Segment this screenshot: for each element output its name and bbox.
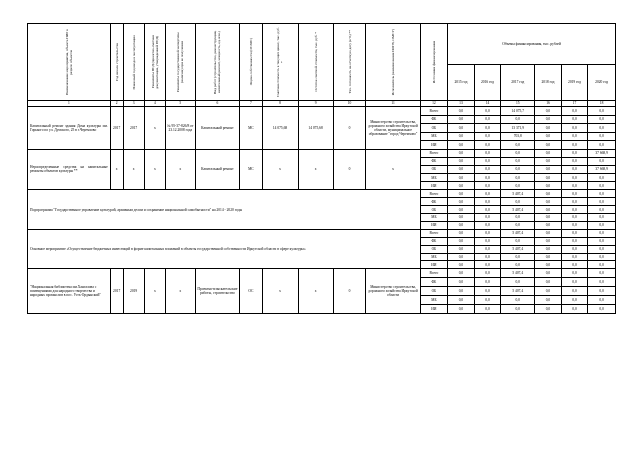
source-label: ОБ	[420, 245, 448, 253]
amount-cell: 37 668,9	[588, 149, 616, 157]
table-row	[28, 107, 616, 116]
source-label: ФБ	[420, 237, 448, 245]
col-number: 12	[420, 101, 448, 107]
object-group-unallocated	[28, 149, 616, 190]
executor-value: Министерство строительства, дорожного хозяйства Иркутской области, муниципальное образование "город Черемхово"	[366, 107, 420, 150]
amount-cell: 0,0	[448, 305, 475, 314]
remaining-cost-value: 14 075,68	[298, 107, 333, 150]
col-number: 10	[333, 101, 366, 107]
amount-cell: 0,0	[535, 237, 562, 245]
amount-cell: 0,0	[588, 229, 616, 237]
amount-cell: 0,0	[501, 149, 535, 157]
col-number: 15	[501, 101, 535, 107]
header-psd: Реквизиты ПСД (проектно-сметная документация, утвержденной ПСД)	[144, 24, 165, 101]
amount-cell: 0,0	[501, 157, 535, 165]
source-label: ФБ	[420, 115, 448, 124]
amount-cell: 0,0	[535, 287, 562, 296]
main-activity-group	[28, 229, 616, 268]
amount-cell: 0,0	[588, 174, 616, 182]
amount-cell: 0,0	[561, 165, 588, 173]
commission-year: 2019	[123, 269, 144, 314]
amount-cell: 0,0	[448, 229, 475, 237]
amount-cell: 0,0	[535, 305, 562, 314]
source-label: Всего	[420, 149, 448, 157]
amount-cell: 0,0	[588, 214, 616, 222]
object-name: "Национальная библиотека им.Хангалова с помещениями для народного творчества и народных промыслов в пос. Усть-Ордынский"	[28, 269, 111, 314]
amount-cell: 5 407,4	[501, 245, 535, 253]
col-number: 6	[195, 101, 240, 107]
amount-cell: 0,0	[474, 124, 501, 133]
header-ownership: Форма собственности (ОС/МС)	[240, 24, 262, 101]
amount-cell: 0,0	[535, 174, 562, 182]
object-group-national-library	[28, 269, 616, 314]
amount-cell: 0,0	[474, 287, 501, 296]
amount-cell: 0,0	[561, 206, 588, 214]
amount-cell: 0,0	[448, 206, 475, 214]
header-year: 2019 год	[561, 65, 588, 101]
expertise-value: x	[165, 269, 195, 314]
remaining-cost-value: x	[298, 269, 333, 314]
amount-cell: 0,0	[501, 237, 535, 245]
amount-cell: 5 407,4	[501, 269, 535, 278]
amount-cell: 0,0	[588, 198, 616, 206]
amount-cell: 0,0	[588, 141, 616, 150]
header-funding-title: Объемы финансирования, тыс. рублей	[448, 24, 616, 65]
amount-cell: 0,0	[588, 245, 616, 253]
subprogram-name: Подпрограмма "Государственное управление культурой, архивным делом и сохранение национальной самобытности" на 2014 - 2020 годы	[28, 190, 421, 229]
amount-cell: 0,0	[448, 278, 475, 287]
amount-cell: 0,0	[474, 198, 501, 206]
col-number: 14	[474, 101, 501, 107]
source-label: МБ	[420, 132, 448, 141]
amount-cell: 14 075,7	[501, 107, 535, 116]
amount-cell: 0,0	[474, 174, 501, 182]
amount-cell: 0,0	[448, 287, 475, 296]
source-label: МБ	[420, 174, 448, 182]
amount-cell: 0,0	[474, 245, 501, 253]
amount-cell: 0,0	[561, 261, 588, 269]
header-commission-year: Плановый год ввода в эксплуатацию	[123, 24, 144, 101]
amount-cell: 0,0	[561, 115, 588, 124]
amount-cell: 0,0	[448, 132, 475, 141]
amount-cell: 0,0	[561, 229, 588, 237]
remaining-cost-value: x	[298, 149, 333, 190]
amount-cell: 0,0	[448, 214, 475, 222]
amount-cell: 0,0	[561, 296, 588, 305]
start-year: x	[110, 149, 123, 190]
col-number: 1	[28, 101, 111, 107]
amount-cell: 0,0	[448, 222, 475, 230]
amount-cell: 0,0	[501, 261, 535, 269]
source-label: ИИ	[420, 222, 448, 230]
amount-cell: 0,0	[561, 305, 588, 314]
amount-cell: 0,0	[501, 165, 535, 173]
amount-cell: 5 407,4	[501, 206, 535, 214]
amount-cell: 0,0	[535, 261, 562, 269]
amount-cell: 0,0	[535, 149, 562, 157]
amount-cell: 0,0	[448, 149, 475, 157]
header-estimated-cost: Сметная стоимость в текущих ценах, тыс. руб. *	[262, 24, 298, 101]
amount-cell: 0,0	[474, 237, 501, 245]
source-label: Всего	[420, 269, 448, 278]
amount-cell: 0,0	[474, 157, 501, 165]
commission-year: x	[123, 149, 144, 190]
header-capacity: Вид работ (строительство, реконструкция, капитальный ремонт, мощность, ед. изм.)	[195, 24, 240, 101]
amount-cell: 0,0	[535, 115, 562, 124]
source-label: ФБ	[420, 278, 448, 287]
amount-cell: 0,0	[561, 245, 588, 253]
amount-cell: 0,0	[474, 278, 501, 287]
amount-cell: 0,0	[588, 182, 616, 190]
amount-cell: 0,0	[561, 141, 588, 150]
source-label: МБ	[420, 296, 448, 305]
executor-value: x	[366, 149, 420, 190]
amount-cell: 0,0	[561, 174, 588, 182]
amount-cell: 13 371,9	[501, 124, 535, 133]
amount-cell: 0,0	[501, 141, 535, 150]
col-number: 13	[448, 101, 475, 107]
header-year: 2018 год	[535, 65, 562, 101]
amount-cell: 0,0	[588, 269, 616, 278]
amount-cell: 0,0	[501, 296, 535, 305]
amount-cell: 0,0	[501, 253, 535, 261]
table-row	[28, 269, 616, 278]
amount-cell: 0,0	[535, 141, 562, 150]
amount-cell: 0,0	[535, 190, 562, 198]
amount-cell: 0,0	[474, 253, 501, 261]
amount-cell: 0,0	[535, 182, 562, 190]
amount-cell: 0,0	[474, 190, 501, 198]
amount-cell: 0,0	[448, 124, 475, 133]
amount-cell: 0,0	[535, 165, 562, 173]
source-label: ОБ	[420, 165, 448, 173]
col-number: 4	[144, 101, 165, 107]
amount-cell: 0,0	[501, 214, 535, 222]
ownership-value: ОС	[240, 269, 262, 314]
col-number: 18	[588, 101, 616, 107]
amount-cell: 0,0	[535, 206, 562, 214]
amount-cell: 0,0	[501, 174, 535, 182]
readiness-value: 0	[333, 149, 366, 190]
amount-cell: 0,0	[561, 287, 588, 296]
amount-cell: 0,0	[474, 141, 501, 150]
amount-cell: 0,0	[448, 237, 475, 245]
amount-cell: 0,0	[588, 222, 616, 230]
expertise-value: x	[165, 149, 195, 190]
source-label: ОБ	[420, 206, 448, 214]
source-label: Всего	[420, 107, 448, 116]
amount-cell: 0,0	[561, 253, 588, 261]
table-row	[28, 229, 616, 237]
header-year: 2015 год	[448, 65, 475, 101]
amount-cell: 0,0	[474, 229, 501, 237]
source-label: ИИ	[420, 261, 448, 269]
header-name: Наименование мероприятия, объекта ПИР в разрезе объектов	[28, 24, 111, 101]
main-activity-name: Основное мероприятие «Осуществление бюджетных инвестиций в форме капитальных вложений в объекты государственной собственности Иркутской области в сфере культуры»	[28, 229, 421, 268]
readiness-value: 0	[333, 107, 366, 150]
header-year: 2016 год	[474, 65, 501, 101]
amount-cell: 0,0	[474, 305, 501, 314]
amount-cell: 0,0	[535, 269, 562, 278]
header-executor: Исполнитель (наименование ИОГВ, ОМСУ)	[366, 24, 420, 101]
amount-cell: 0,0	[448, 253, 475, 261]
header-sources: Источники финансирования	[420, 24, 448, 101]
capacity-value: Капитальный ремонт	[195, 107, 240, 150]
amount-cell: 0,0	[588, 124, 616, 133]
amount-cell: 0,0	[448, 245, 475, 253]
amount-cell: 0,0	[561, 222, 588, 230]
readiness-value: 0	[333, 269, 366, 314]
amount-cell: 0,0	[448, 141, 475, 150]
header-remaining-cost: Остаток сметной стоимости, тыс. руб. *	[298, 24, 333, 101]
funding-table	[27, 23, 616, 314]
amount-cell: 0,0	[501, 198, 535, 206]
header-expertise: Реквизиты государственной экспертизы (наличие) при ее получении	[165, 24, 195, 101]
amount-cell: 0,0	[501, 305, 535, 314]
source-label: ФБ	[420, 157, 448, 165]
amount-cell: 0,0	[474, 214, 501, 222]
header-readiness: Тех. готовность на отчетную дату (в %) **	[333, 24, 366, 101]
header-start-year: Год начала строительства	[110, 24, 123, 101]
amount-cell: 0,0	[561, 124, 588, 133]
amount-cell: 0,0	[535, 124, 562, 133]
amount-cell: 0,0	[588, 278, 616, 287]
col-number: 3	[123, 101, 144, 107]
psd-value: x	[144, 107, 165, 150]
amount-cell: 0,0	[448, 261, 475, 269]
amount-cell: 0,0	[588, 253, 616, 261]
amount-cell: 0,0	[561, 269, 588, 278]
amount-cell: 0,0	[561, 107, 588, 116]
col-number: 17	[561, 101, 588, 107]
amount-cell: 0,0	[561, 182, 588, 190]
amount-cell: 0,0	[588, 296, 616, 305]
amount-cell: 0,0	[535, 229, 562, 237]
col-number: 9	[298, 101, 333, 107]
amount-cell: 0,0	[474, 132, 501, 141]
estimated-cost-value: x	[262, 269, 298, 314]
amount-cell: 0,0	[448, 165, 475, 173]
amount-cell: 0,0	[561, 132, 588, 141]
amount-cell: 0,0	[535, 132, 562, 141]
col-number: 11	[366, 101, 420, 107]
source-label: ИИ	[420, 141, 448, 150]
amount-cell: 37 668,9	[588, 165, 616, 173]
amount-cell: 0,0	[535, 296, 562, 305]
amount-cell: 0,0	[588, 190, 616, 198]
amount-cell: 0,0	[474, 165, 501, 173]
table-header-row	[28, 24, 616, 65]
amount-cell: 0,0	[588, 237, 616, 245]
amount-cell: 703,8	[501, 132, 535, 141]
col-number: 8	[262, 101, 298, 107]
ownership-value: МС	[240, 149, 262, 190]
source-label: ФБ	[420, 198, 448, 206]
psd-value: x	[144, 149, 165, 190]
amount-cell: 0,0	[561, 198, 588, 206]
amount-cell: 0,0	[448, 296, 475, 305]
amount-cell: 0,0	[588, 261, 616, 269]
amount-cell: 0,0	[448, 190, 475, 198]
amount-cell: 0,0	[561, 214, 588, 222]
header-year: 2020 год	[588, 65, 616, 101]
amount-cell: 0,0	[588, 107, 616, 116]
amount-cell: 0,0	[535, 245, 562, 253]
table-row	[28, 190, 616, 198]
amount-cell: 0,0	[561, 157, 588, 165]
object-name: Капитальный ремонт здания Дома культуры им. Горького по ул. Думского, 25 в г.Черемхово	[28, 107, 111, 150]
amount-cell: 0,0	[561, 278, 588, 287]
amount-cell: 0,0	[474, 206, 501, 214]
amount-cell: 0,0	[501, 222, 535, 230]
amount-cell: 0,0	[474, 222, 501, 230]
object-group-culture-house	[28, 107, 616, 150]
amount-cell: 0,0	[474, 115, 501, 124]
amount-cell: 0,0	[474, 182, 501, 190]
source-label: ОБ	[420, 124, 448, 133]
amount-cell: 0,0	[535, 214, 562, 222]
amount-cell: 0,0	[561, 149, 588, 157]
amount-cell: 0,0	[535, 198, 562, 206]
col-number: 7	[240, 101, 262, 107]
amount-cell: 0,0	[588, 157, 616, 165]
amount-cell: 0,0	[448, 107, 475, 116]
source-label: ИИ	[420, 182, 448, 190]
ownership-value: МС	[240, 107, 262, 150]
col-number: 2	[110, 101, 123, 107]
executor-value: Министерство строительства, дорожного хозяйства Иркутской области	[366, 269, 420, 314]
amount-cell: 0,0	[448, 269, 475, 278]
capacity-value: Проектно-изыскательские работы, строительство	[195, 269, 240, 314]
source-label: Всего	[420, 190, 448, 198]
amount-cell: 0,0	[561, 190, 588, 198]
amount-cell: 0,0	[588, 287, 616, 296]
table-row	[28, 149, 616, 157]
commission-year: 2017	[123, 107, 144, 150]
subprogram-group	[28, 190, 616, 229]
header-year: 2017 год	[501, 65, 535, 101]
amount-cell: 0,0	[448, 115, 475, 124]
amount-cell: 0,0	[501, 115, 535, 124]
amount-cell: 0,0	[561, 237, 588, 245]
col-number: 16	[535, 101, 562, 107]
object-name: Нераспределенные средства на капитальные ремонты объектов культуры **	[28, 149, 111, 190]
amount-cell: 0,0	[588, 132, 616, 141]
amount-cell: 0,0	[588, 206, 616, 214]
start-year: 2017	[110, 269, 123, 314]
col-number: 5	[165, 101, 195, 107]
amount-cell: 0,0	[448, 174, 475, 182]
amount-cell: 0,0	[474, 149, 501, 157]
amount-cell: 0,0	[535, 253, 562, 261]
start-year: 2017	[110, 107, 123, 150]
amount-cell: 0,0	[474, 261, 501, 269]
amount-cell: 0,0	[535, 278, 562, 287]
source-label: ИИ	[420, 305, 448, 314]
amount-cell: 0,0	[448, 198, 475, 206]
estimated-cost-value: x	[262, 149, 298, 190]
amount-cell: 0,0	[535, 157, 562, 165]
capacity-value: Капитальный ремонт	[195, 149, 240, 190]
amount-cell: 5 407,4	[501, 190, 535, 198]
amount-cell: 0,0	[501, 182, 535, 190]
amount-cell: 0,0	[535, 107, 562, 116]
psd-value: x	[144, 269, 165, 314]
expertise-value: № 95-37-826/8 от 23.12.2008 года	[165, 107, 195, 150]
source-label: Всего	[420, 229, 448, 237]
amount-cell: 0,0	[448, 182, 475, 190]
amount-cell: 0,0	[501, 278, 535, 287]
source-label: ОБ	[420, 287, 448, 296]
amount-cell: 0,0	[535, 222, 562, 230]
amount-cell: 0,0	[448, 157, 475, 165]
estimated-cost-value: 14 075,68	[262, 107, 298, 150]
amount-cell: 0,0	[474, 107, 501, 116]
amount-cell: 0,0	[474, 269, 501, 278]
amount-cell: 0,0	[474, 296, 501, 305]
amount-cell: 5 407,4	[501, 229, 535, 237]
amount-cell: 0,0	[588, 305, 616, 314]
amount-cell: 5 407,4	[501, 287, 535, 296]
source-label: МБ	[420, 253, 448, 261]
source-label: МБ	[420, 214, 448, 222]
amount-cell: 0,0	[588, 115, 616, 124]
